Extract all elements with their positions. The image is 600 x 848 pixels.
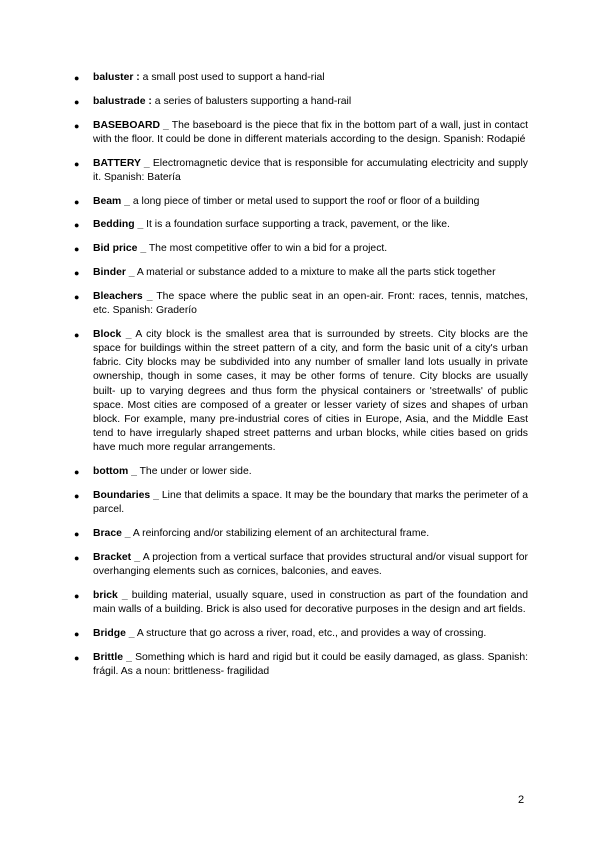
glossary-definition: Something which is hard and rigid but it could be easily damaged, as glass. Spanish: frágil. As a noun: brittleness- fragilidad	[93, 651, 529, 677]
glossary-term: balustrade :	[93, 95, 152, 107]
glossary-definition: A structure that go across a river, road, etc., and provides a way of crossing.	[134, 627, 487, 639]
glossary-term: bottom _	[93, 466, 137, 478]
glossary-entry	[73, 195, 528, 209]
page-number: 2	[518, 794, 525, 806]
glossary-entry	[73, 489, 528, 517]
glossary-entry	[73, 157, 528, 185]
glossary-term: Binder _	[93, 266, 135, 278]
glossary-definition: The most competitive offer to win a bid for a project.	[146, 243, 388, 255]
glossary-definition: Line that delimits a space. It may be the boundary that marks the perimeter of a parcel.	[93, 490, 529, 516]
bullet-icon: ●	[74, 628, 80, 639]
glossary-definition: a series of balusters supporting a hand-rail	[151, 95, 352, 107]
bullet-icon: ●	[74, 552, 80, 563]
glossary-entry	[73, 589, 528, 617]
glossary-entry	[73, 527, 528, 541]
glossary-term: Beam _	[93, 195, 130, 207]
glossary-entry	[73, 651, 528, 679]
bullet-icon: ●	[74, 96, 80, 107]
glossary-term: Bridge _	[93, 627, 135, 639]
glossary-definition: The under or lower side.	[136, 466, 252, 478]
glossary-definition: A city block is the smallest area that is surrounded by streets. City blocks are the space for buildings within the street pattern of a city, and form the basic unit of a city's urban fabric. City blocks may be subdivided into any number of smaller land lots usually in private ownership, though in some cases, it may be other forms of tenure. City blocks are usually built- up to varying degrees and thus form the physical containers or 'streetwalls' of public space. Most cities are composed of a greater or lesser variety of sizes and shapes of urban block. For example, many pre-industrial cores of cities in Europe, Asia, and the Middle East tend to have irregularly shaped street patterns and urban blocks, while cities based on grids have much more regular arrangements.	[93, 328, 528, 454]
glossary-entry	[73, 465, 528, 479]
glossary-term: brick _	[93, 589, 128, 601]
bullet-icon: ●	[74, 196, 80, 207]
bullet-icon: ●	[74, 220, 80, 231]
glossary-definition: The baseboard is the piece that fix in the bottom part of a wall, just in contact with the floor. It could be done in different materials according to the design. Spanish: Rodapié	[93, 119, 528, 145]
glossary-entry	[73, 242, 528, 256]
glossary-definition: building material, usually square, used in construction as part of the foundation and main walls of a building. Brick is also used for decorative purposes in the design and art fields.	[93, 589, 528, 615]
bullet-icon: ●	[74, 120, 80, 131]
glossary-definition: A material or substance added to a mixture to make all the parts stick together	[134, 266, 496, 278]
bullet-icon: ●	[74, 652, 80, 663]
glossary-definition: A reinforcing and/or stabilizing element of an architectural frame.	[130, 528, 430, 539]
glossary-definition: Electromagnetic device that is responsible for accumulating electricity and supply it. Spanish: Batería	[93, 157, 529, 183]
glossary-definition: a small post used to support a hand-rial	[139, 72, 325, 83]
bullet-icon: ●	[74, 267, 80, 278]
glossary-term: Bleachers _	[93, 290, 153, 302]
glossary-term: BATTERY _	[93, 157, 150, 169]
glossary-definition: a long piece of timber or metal used to support the roof or floor of a building	[129, 195, 480, 207]
glossary-term: Bid price _	[93, 243, 147, 255]
bullet-icon: ●	[74, 529, 80, 539]
glossary-entry	[73, 71, 528, 85]
glossary-term: Brittle _	[93, 651, 132, 663]
glossary-entry	[73, 551, 528, 579]
bullet-icon: ●	[74, 291, 80, 302]
glossary-term: Block _	[93, 328, 132, 340]
glossary-definition: The space where the public seat in an open-air. Front: races, tennis, matches, etc. Spanish: Graderío	[93, 290, 529, 316]
glossary-entry	[73, 627, 528, 641]
glossary-entry	[73, 328, 528, 456]
glossary-definition: A projection from a vertical surface that provides structural and/or visual support for overhanging elements such as cornices, balconies, and eaves.	[93, 551, 528, 577]
bullet-icon: ●	[74, 73, 80, 83]
glossary-term: Boundaries _	[93, 490, 159, 501]
glossary-term: BASEBOARD _	[93, 119, 169, 131]
glossary-list	[73, 71, 528, 689]
glossary-term: Bracket _	[93, 551, 141, 563]
glossary-definition: It is a foundation surface supporting a track, pavement, or the like.	[143, 219, 450, 231]
glossary-term: Bedding _	[93, 219, 144, 231]
glossary-term: baluster :	[93, 72, 140, 83]
bullet-icon: ●	[74, 467, 80, 478]
bullet-icon: ●	[74, 329, 80, 340]
bullet-icon: ●	[74, 590, 80, 601]
bullet-icon: ●	[74, 158, 80, 169]
glossary-entry	[73, 95, 528, 109]
glossary-entry	[73, 119, 528, 147]
glossary-entry	[73, 218, 528, 232]
glossary-entry	[73, 290, 528, 318]
bullet-icon: ●	[74, 491, 80, 501]
glossary-term: Brace _	[93, 528, 131, 539]
glossary-entry	[73, 266, 528, 280]
bullet-icon: ●	[74, 244, 80, 255]
